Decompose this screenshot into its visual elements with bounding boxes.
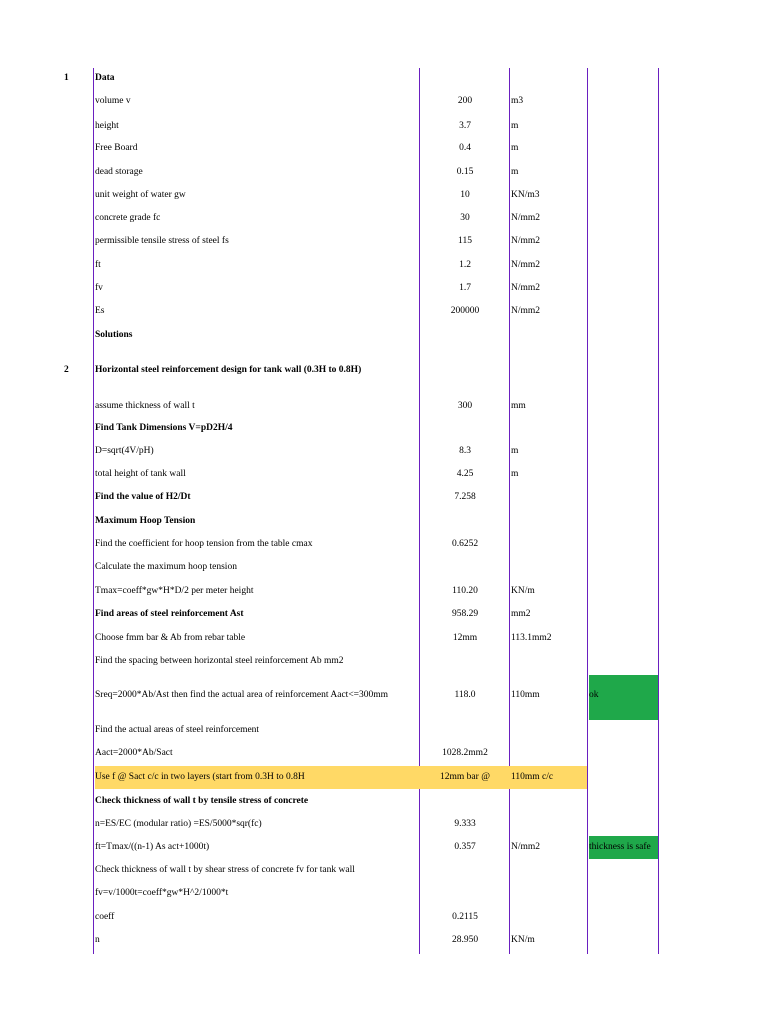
- row-unit: m: [511, 167, 519, 177]
- row-description: Tmax=coeff*gw*H*D/2 per meter height: [95, 586, 254, 596]
- row-description: permissible tensile stress of steel fs: [95, 236, 229, 246]
- row-unit: 110mm c/c: [511, 772, 554, 782]
- row-value: 118.0: [454, 690, 476, 700]
- row-value: 200000: [450, 306, 480, 316]
- row-value: 0.15: [456, 167, 474, 177]
- row-value: 300: [457, 401, 473, 411]
- row-description: coeff: [95, 912, 115, 922]
- row-value: 12mm: [452, 633, 478, 643]
- row-unit: KN/m3: [511, 190, 540, 200]
- grid-line: [587, 68, 588, 954]
- row-description: dead storage: [95, 167, 143, 177]
- row-unit: mm: [511, 401, 526, 411]
- row-description: Find the actual areas of steel reinforcement: [95, 725, 260, 735]
- row-value: 12mm bar @: [440, 772, 490, 782]
- row-description: Aact=2000*Ab/Sact: [95, 748, 173, 758]
- row-value: 10: [460, 190, 470, 200]
- row-description: Find Tank Dimensions V=pD2H/4: [95, 423, 233, 433]
- row-description: unit weight of water gw: [95, 190, 186, 200]
- row-description: fv: [95, 283, 103, 293]
- row-unit: KN/m: [511, 586, 535, 596]
- row-value: 30: [460, 213, 470, 223]
- grid-line: [658, 68, 659, 954]
- status-fill: [589, 675, 658, 720]
- row-description: concrete grade fc: [95, 213, 161, 223]
- row-description: D=sqrt(4V/pH): [95, 446, 154, 456]
- row-description: volume v: [95, 96, 131, 106]
- row-value: 0.6252: [451, 539, 479, 549]
- row-unit: N/mm2: [511, 236, 541, 246]
- row-description: height: [95, 121, 119, 131]
- row-description: Es: [95, 306, 105, 316]
- row-value: 0.357: [454, 842, 476, 852]
- grid-line: [509, 68, 510, 954]
- row-unit: m: [511, 121, 519, 131]
- row-description: assume thickness of wall t: [95, 401, 195, 411]
- row-value: 200: [457, 96, 473, 106]
- row-description: n: [95, 935, 100, 945]
- row-unit: N/mm2: [511, 306, 541, 316]
- row-description: Data: [95, 73, 115, 83]
- row-description: Solutions: [95, 330, 133, 340]
- row-number: 1: [64, 73, 69, 83]
- row-description: Calculate the maximum hoop tension: [95, 562, 237, 572]
- row-value: 0.2115: [452, 912, 478, 922]
- row-description: Use f @ Sact c/c in two layers (start from 0.3H to 0.8H: [95, 772, 305, 782]
- row-description: Find the value of H2/Dt: [95, 492, 191, 502]
- row-description: Check thickness of wall t by shear stress of concrete fv for tank wall: [95, 865, 355, 875]
- row-value: 28.950: [451, 935, 479, 945]
- row-unit: m3: [511, 96, 524, 106]
- row-value: 1028.2mm2: [442, 748, 488, 758]
- row-unit: m: [511, 469, 519, 479]
- row-value: 4.25: [456, 469, 474, 479]
- row-value: 3.7: [459, 121, 471, 131]
- row-value: 0.4: [459, 143, 471, 153]
- row-unit: N/mm2: [511, 842, 541, 852]
- row-description: n=ES/EC (modular ratio) =ES/5000*sqr(fc): [95, 819, 262, 829]
- row-description: Find the spacing between horizontal steel reinforcement Ab mm2: [95, 656, 344, 666]
- row-value: 9.333: [454, 819, 476, 829]
- row-unit: N/mm2: [511, 213, 541, 223]
- row-description: ft=Tmax/((n-1) As act+1000t): [95, 842, 210, 852]
- row-note: ok: [589, 690, 599, 700]
- row-description: fv=v/1000t=coeff*gw*H^2/1000*t: [95, 888, 229, 898]
- row-description: Choose fmm bar & Ab from rebar table: [95, 633, 246, 643]
- row-unit: 110mm: [511, 690, 540, 700]
- row-value: 8.3: [459, 446, 471, 456]
- row-unit: N/mm2: [511, 260, 541, 270]
- grid-line: [93, 68, 94, 954]
- row-value: 1.7: [459, 283, 471, 293]
- row-description: Sreq=2000*Ab/Ast then find the actual area of reinforcement Aact<=300mm: [95, 690, 389, 700]
- row-unit: KN/m: [511, 935, 535, 945]
- row-value: 7.258: [454, 492, 476, 502]
- row-value: 1.2: [459, 260, 471, 270]
- row-unit: N/mm2: [511, 283, 541, 293]
- row-description: Horizontal steel reinforcement design for tank wall (0.3H to 0.8H): [95, 365, 362, 375]
- row-description: Find areas of steel reinforcement Ast: [95, 609, 244, 619]
- row-description: total height of tank wall: [95, 469, 186, 479]
- row-description: Free Board: [95, 143, 138, 153]
- row-note: thickness is safe: [589, 842, 651, 852]
- row-value: 115: [458, 236, 472, 246]
- row-unit: m: [511, 446, 519, 456]
- row-unit: mm2: [511, 609, 531, 619]
- row-description: Find the coefficient for hoop tension from the table cmax: [95, 539, 313, 549]
- row-value: 110.20: [452, 586, 478, 596]
- row-unit: m: [511, 143, 519, 153]
- row-description: ft: [95, 260, 101, 270]
- row-description: Check thickness of wall t by tensile stress of concrete: [95, 796, 309, 806]
- row-number: 2: [64, 365, 69, 375]
- grid-line: [419, 68, 420, 954]
- row-unit: 113.1mm2: [511, 633, 552, 643]
- row-value: 958.29: [451, 609, 479, 619]
- row-description: Maximum Hoop Tension: [95, 516, 196, 526]
